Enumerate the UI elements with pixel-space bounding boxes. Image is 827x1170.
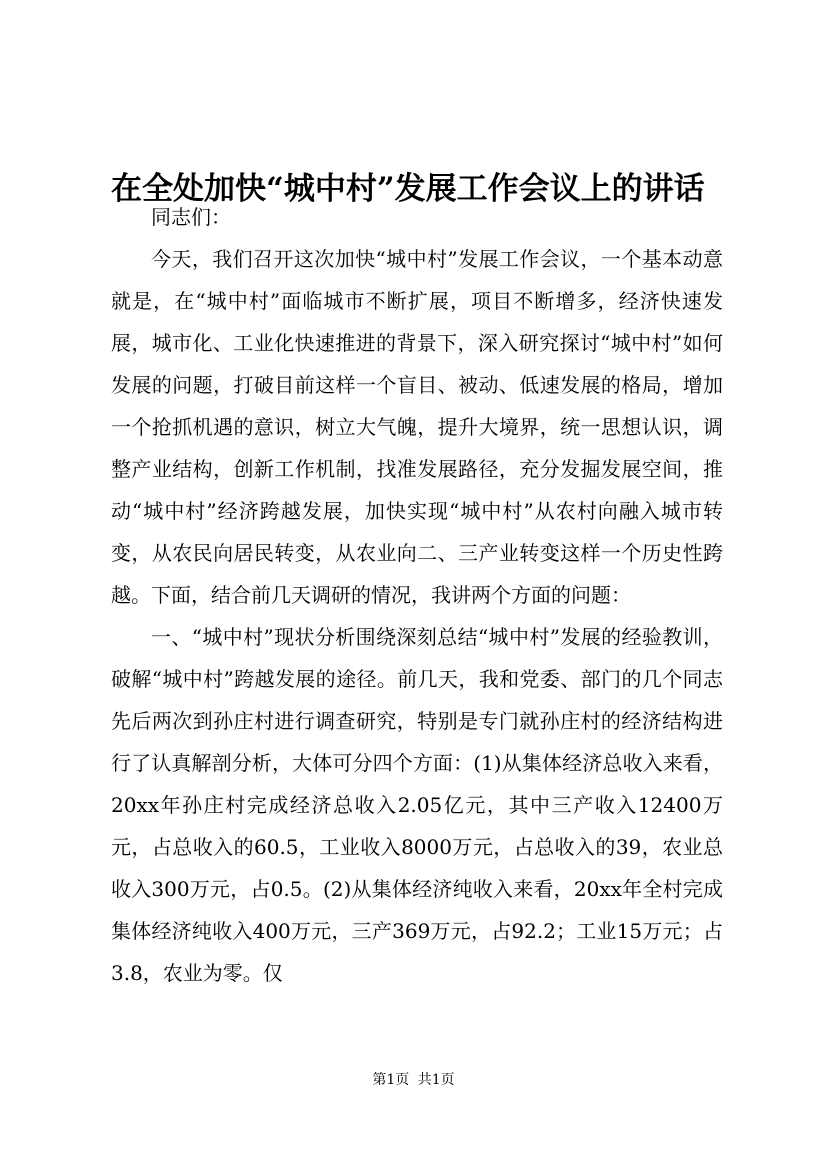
document-body: [111, 196, 723, 994]
document-title: 在全处加快“城中村”发展工作会议上的讲话: [111, 170, 705, 207]
page-footer: [0, 1070, 827, 1090]
intro-paragraph: 今天，我们召开这次加快“城中村”发展工作会议，一个基本动意就是，在“城中村”面临城市不断扩展，项目不断增多，经济快速发展，城市化、工业化快速推进的背景下，深入研究探讨“城中村”如何发展的问题，打破目前这样一个盲目、被动、低速发展的格局，增加一个抢抓机遇的意识，树立大气魄，提升大境界，统一思想认识，调整产业结构，创新工作机制，找准发展路径，充分发掘发展空间，推动“城中村”经济跨越发展，加快实现“城中村”从农村向融入城市转变，从农民向居民转变，从农业向二、三产业转变这样一个历史性跨越。下面，结合前几天调研的情况，我讲两个方面的问题：: [111, 247, 723, 607]
salutation-paragraph: 同志们：: [151, 205, 231, 229]
page-number: 第1页: [372, 1072, 410, 1088]
section-one-paragraph: 一、“城中村”现状分析围绕深刻总结“城中村”发展的经验教训，破解“城中村”跨越发展的途径。前几天，我和党委、部门的几个同志先后两次到孙庄村进行调查研究，特别是专门就孙庄村的经济结构进行了认真解剖分析，大体可分四个方面：(1)从集体经济总收入来看，20xx年孙庄村完成经济总收入2.05亿元，其中三产收入12400万元，占总收入的60.5，工业收入8000万元，占总收入的39，农业总收入300万元，占0.5。(2)从集体经济纯收入来看，20xx年全村完成集体经济纯收入400万元，三产369万元，占92.2；工业15万元；占3.8，农业为零。仅: [111, 625, 723, 985]
page-total: 共1页: [417, 1072, 455, 1088]
